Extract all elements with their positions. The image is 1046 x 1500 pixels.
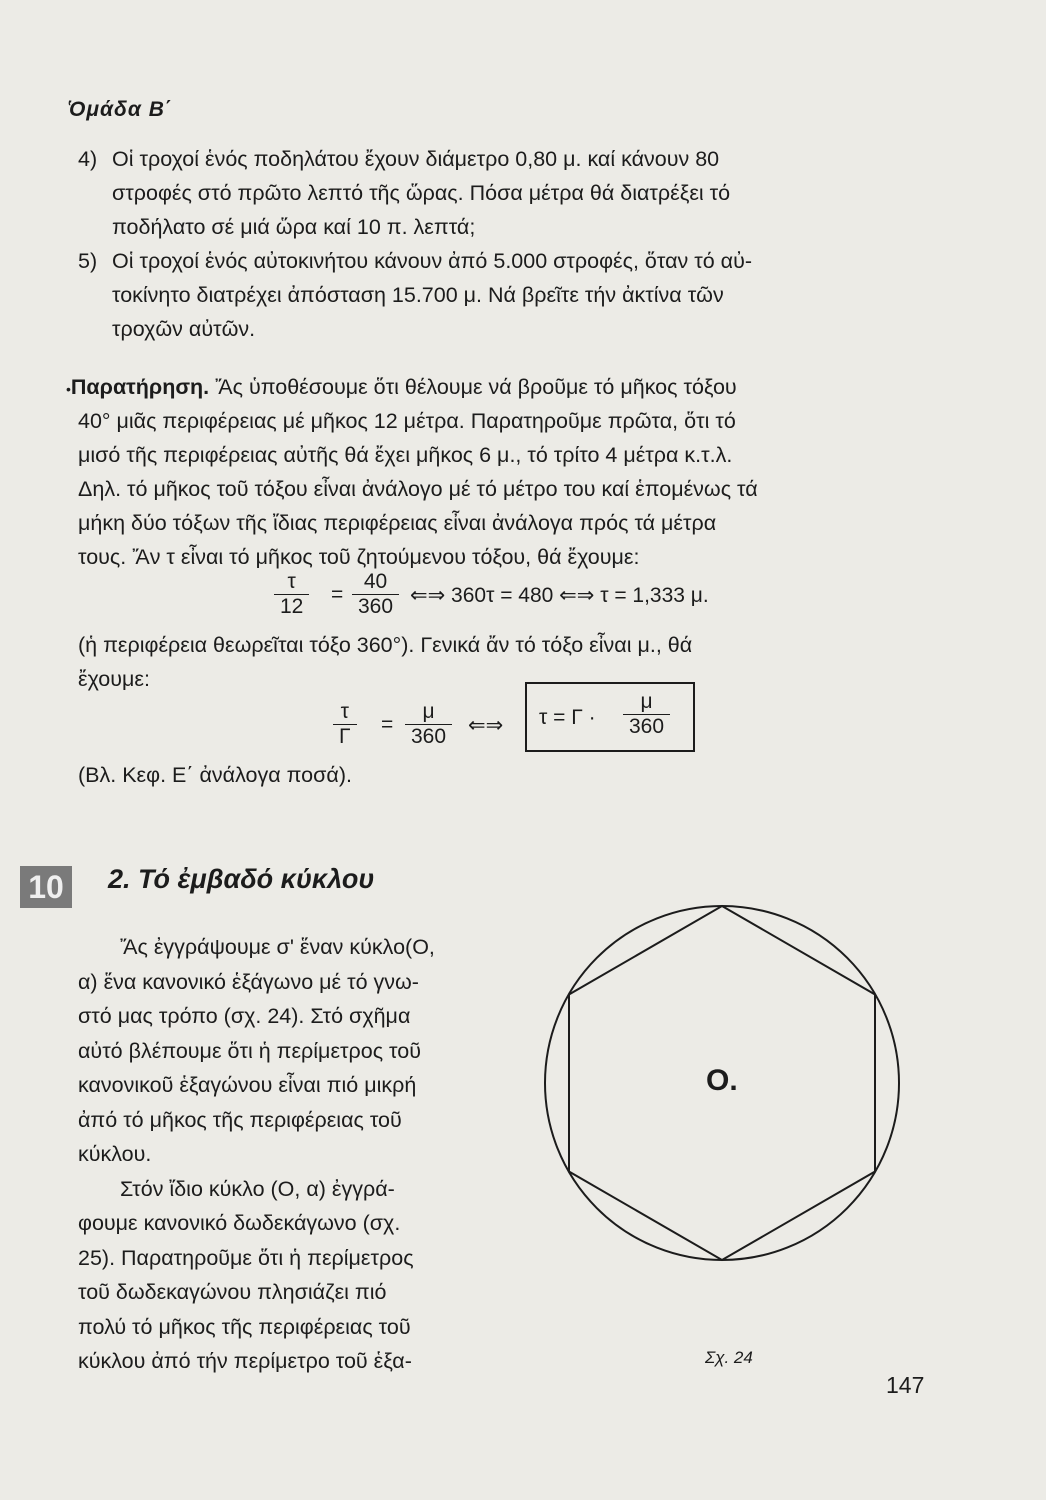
- fraction-t-over-12: [274, 570, 309, 619]
- body-line: κύκλου ἀπό τήν περίμετρο τοῦ ἑξα-: [78, 1349, 412, 1373]
- section-title: 2. Τό ἐμβαδό κύκλου: [108, 864, 375, 894]
- group-title: Ὁμάδα Β΄: [68, 98, 173, 121]
- exercise-line: στροφές στό πρῶτο λεπτό τῆς ὥρας. Πόσα μέτρα θά διατρέξει τό: [112, 181, 731, 205]
- equals-sign: =: [331, 583, 344, 606]
- remark-line: Δηλ. τό μῆκος τοῦ τόξου εἶναι ἀνάλογο μέ τό μέτρο του καί ἑπομένως τά: [78, 477, 758, 501]
- exercise-number: 5): [78, 249, 98, 273]
- fraction-40-over-360: [352, 570, 399, 619]
- exercise-number: 4): [78, 147, 98, 171]
- body-line: ἀπό τό μῆκος τῆς περιφέρειας τοῦ: [78, 1107, 402, 1132]
- fraction-mu-over-360: [405, 700, 452, 749]
- fraction-numerator: μ: [405, 700, 452, 725]
- body-line: πολύ τό μῆκος τῆς περιφέρειας τοῦ: [78, 1314, 411, 1339]
- fraction-denominator: 12: [280, 595, 304, 618]
- exercise-line: Οἱ τροχοί ἑνός ποδηλάτου ἔχουν διάμετρο 0,80 μ. καί κάνουν 80: [112, 147, 720, 171]
- fraction-denominator: Γ: [339, 725, 351, 748]
- boxed-formula: [525, 682, 695, 752]
- body-line: α) ἕνα κανονικό ἑξάγωνο μέ τό γνω-: [78, 969, 419, 994]
- remark-line: μισό τῆς περιφέρειας αὐτῆς θά ἔχει μῆκος 6 μ., τό τρίτο 4 μέτρα κ.τ.λ.: [78, 443, 733, 467]
- remark-after-line: ἔχουμε:: [78, 667, 150, 691]
- body-line: 25). Παρατηροῦμε ὅτι ἡ περίμετρος: [78, 1245, 414, 1270]
- exercise-line: τροχῶν αὐτῶν.: [112, 317, 256, 341]
- page-number: 147: [886, 1372, 925, 1398]
- body-column: [78, 930, 518, 1379]
- equals-sign: =: [381, 713, 394, 736]
- body-line: Ἄς ἐγγράψουμε σ' ἕναν κύκλο(Ο,: [120, 935, 435, 959]
- boxed-formula-left: τ = Γ ·: [539, 706, 596, 729]
- fraction-numerator: μ: [623, 690, 670, 715]
- body-line: κανονικοῦ ἑξαγώνου εἶναι πιό μικρή: [78, 1073, 417, 1097]
- body-line: στό μας τρόπο (σχ. 24). Στό σχῆμα: [78, 1004, 411, 1028]
- remark-label: Παρατήρηση.: [70, 375, 210, 399]
- fraction-numerator: τ: [274, 570, 309, 595]
- exercise-line: τοκίνητο διατρέχει ἀπόσταση 15.700 μ. Νά βρεῖτε τήν ἀκτίνα τῶν: [112, 283, 724, 307]
- section-number-badge: 10: [20, 866, 72, 908]
- exercise-line: Οἱ τροχοί ἑνός αὐτοκινήτου κάνουν ἀπό 5.000 στροφές, ὅταν τό αὐ-: [112, 249, 752, 273]
- remark-first-line: •Παρατήρηση. Ἄς ὑποθέσουμε ὅτι θέλουμε νά βροῦμε τό μῆκος τόξου: [66, 375, 737, 399]
- remark-line: 40° μιᾶς περιφέρειας μέ μῆκος 12 μέτρα. Παρατηροῦμε πρῶτα, ὅτι τό: [78, 409, 736, 433]
- remark-line: μήκη δύο τόξων τῆς ἴδιας περιφέρειας εἶναι ἀνάλογα πρός τά μέτρα: [78, 511, 717, 535]
- body-line: τοῦ δωδεκαγώνου πλησιάζει πιό: [78, 1280, 387, 1304]
- body-line: Στόν ἴδιο κύκλο (Ο, α) ἐγγρά-: [120, 1176, 395, 1201]
- boxed-fraction: [623, 690, 670, 739]
- fraction-numerator: τ: [333, 700, 357, 725]
- chapter-reference: (Βλ. Κεφ. Ε΄ ἀνάλογα ποσά).: [78, 763, 352, 787]
- exercise-line: ποδήλατο σέ μιά ὥρα καί 10 π. λεπτά;: [112, 215, 476, 239]
- equivalence-arrow: ⇐⇒: [468, 714, 504, 737]
- remark-line: τους. Ἄν τ εἶναι τό μῆκος τοῦ ζητούμενου τόξου, θά ἔχουμε:: [78, 545, 640, 569]
- fraction-denominator: 360: [358, 595, 394, 618]
- fraction-numerator: 40: [352, 570, 399, 595]
- body-line: κύκλου.: [78, 1142, 152, 1166]
- figure-caption: Σχ. 24: [705, 1348, 753, 1367]
- fraction-denominator: 360: [411, 725, 447, 748]
- circle-center-label: Ο.: [706, 1064, 738, 1097]
- body-line: αὐτό βλέπουμε ὅτι ἡ περίμετρος τοῦ: [78, 1038, 421, 1063]
- remark-line: Ἄς ὑποθέσουμε ὅτι θέλουμε νά βροῦμε τό μῆκος τόξου: [215, 375, 737, 399]
- remark-after-line: (ἡ περιφέρεια θεωρεῖται τόξο 360°). Γενικά ἄν τό τόξο εἶναι μ., θά: [78, 633, 693, 657]
- fraction-t-over-G: [333, 700, 357, 749]
- formula-rest: ⇐⇒ 360τ = 480 ⇐⇒ τ = 1,333 μ.: [410, 584, 709, 607]
- figure-24: [540, 865, 910, 1345]
- fraction-denominator: 360: [629, 715, 665, 738]
- body-line: φουμε κανονικό δωδεκάγωνο (σχ.: [78, 1211, 401, 1235]
